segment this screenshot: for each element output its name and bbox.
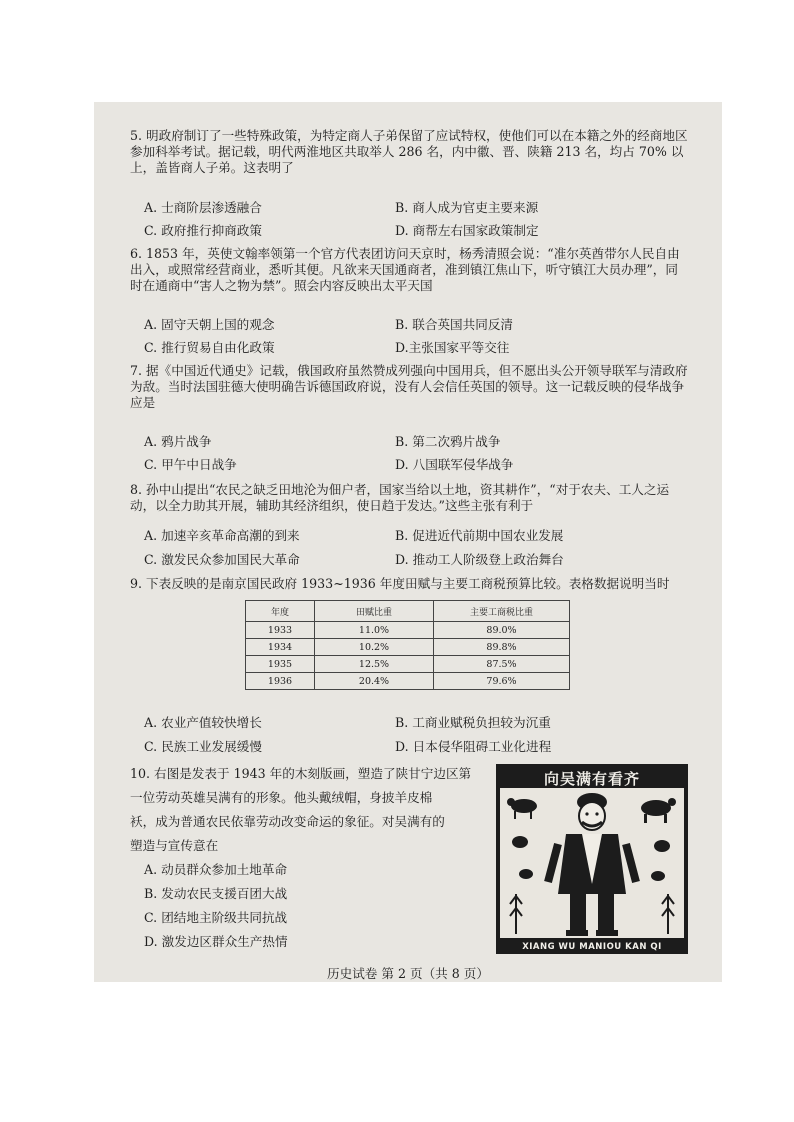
table-header-row [246, 601, 570, 622]
woodcut-print-image [496, 764, 688, 954]
table-cell: 20.4% [315, 673, 434, 690]
question-5-option-d: D. 商帮左右国家政策制定 [395, 223, 539, 238]
woodcut-caption: XIANG WU MANIOU KAN QI [522, 942, 662, 952]
question-8-option-d: D. 推动工人阶级登上政治舞台 [395, 552, 564, 567]
question-9-option-c: C. 民族工业发展缓慢 [144, 739, 262, 754]
table-cell: 1934 [246, 639, 315, 656]
question-5-stem: 5. 明政府制订了一些特殊政策，为特定商人子弟保留了应试特权，使他们可以在本籍之外的经商地区参加科举考试。据记载，明代两淮地区共取举人 286 名，内中徽、晋、陕籍 213 名，均占 70% 以上，盖皆商人子弟。这表明了 [130, 128, 688, 175]
question-10-option-b: B. 发动农民支援百团大战 [144, 886, 288, 901]
question-6-option-d: D.主张国家平等交往 [395, 340, 510, 355]
woodcut-title: 向吴满有看齐 [543, 770, 640, 788]
question-10-stem-line-3: 袄，成为普通农民依靠劳动改变命运的象征。对吴满有的 [130, 814, 445, 829]
question-9-option-b: B. 工商业赋税负担较为沉重 [395, 715, 551, 730]
table-cell: 89.8% [434, 639, 570, 656]
question-8-option-c: C. 激发民众参加国民大革命 [144, 552, 300, 567]
table-row [246, 639, 570, 656]
page-footer: 历史试卷 第 2 页（共 8 页） [327, 966, 489, 981]
question-9-stem: 9. 下表反映的是南京国民政府 1933~1936 年度田赋与主要工商税预算比较。表格数据说明当时 [130, 576, 670, 591]
question-7-option-c: C. 甲午中日战争 [144, 457, 237, 472]
question-7-option-b: B. 第二次鸦片战争 [395, 434, 501, 449]
question-9-option-a: A. 农业产值较快增长 [144, 715, 262, 730]
table-row [246, 673, 570, 690]
question-7-option-a: A. 鸦片战争 [144, 434, 212, 449]
column-header-commerce-tax: 主要工商税比重 [434, 601, 570, 622]
exam-page [94, 102, 722, 982]
question-5-option-c: C. 政府推行抑商政策 [144, 223, 262, 238]
question-10-stem-line-4: 塑造与宣传意在 [130, 838, 219, 853]
table-cell: 1933 [246, 622, 315, 639]
table-cell: 87.5% [434, 656, 570, 673]
column-header-year: 年度 [246, 601, 315, 622]
table-cell: 11.0% [315, 622, 434, 639]
question-10-stem-line-1: 10. 右图是发表于 1943 年的木刻版画，塑造了陕甘宁边区第 [130, 766, 472, 781]
table-cell: 12.5% [315, 656, 434, 673]
column-header-land-tax: 田赋比重 [315, 601, 434, 622]
question-10-option-a: A. 动员群众参加土地革命 [144, 862, 288, 877]
question-8-stem: 8. 孙中山提出“农民之缺乏田地沦为佃户者，国家当给以土地，资其耕作”，“对于农夫、工人之运动，以全力助其开展，辅助其经济组织，使日趋于发达。”这些主张有利于 [130, 482, 670, 513]
table-cell: 1936 [246, 673, 315, 690]
question-9-option-d: D. 日本侵华阻碍工业化进程 [395, 739, 552, 754]
question-5-option-a: A. 士商阶层渗透融合 [144, 200, 262, 215]
question-5-option-b: B. 商人成为官吏主要来源 [395, 200, 539, 215]
table-row [246, 656, 570, 673]
table-cell: 10.2% [315, 639, 434, 656]
question-10-stem-line-2: 一位劳动英雄吴满有的形象。他头戴绒帽，身披羊皮棉 [130, 790, 433, 805]
question-10-option-d: D. 激发边区群众生产热情 [144, 934, 288, 949]
question-8-option-b: B. 促进近代前期中国农业发展 [395, 528, 564, 543]
table-cell: 1935 [246, 656, 315, 673]
question-8-option-a: A. 加速辛亥革命高潮的到来 [144, 528, 300, 543]
tax-budget-table [245, 600, 570, 690]
question-7-stem: 7. 据《中国近代通史》记载，俄国政府虽然赞成列强向中国用兵，但不愿出头公开领导联军与清政府为敌。当时法国驻德大使明确告诉德国政府说，没有人会信任英国的领导。这一记载反映的侵华战争应是 [130, 363, 688, 410]
table-cell: 89.0% [434, 622, 570, 639]
table-row [246, 622, 570, 639]
woodcut-artwork [496, 764, 688, 954]
question-6-option-b: B. 联合英国共同反清 [395, 317, 514, 332]
question-6-option-a: A. 固守天朝上国的观念 [144, 317, 275, 332]
table-cell: 79.6% [434, 673, 570, 690]
question-10-option-c: C. 团结地主阶级共同抗战 [144, 910, 288, 925]
question-6-option-c: C. 推行贸易自由化政策 [144, 340, 275, 355]
question-7-option-d: D. 八国联军侵华战争 [395, 457, 514, 472]
question-6-stem: 6. 1853 年，英使文翰率领第一个官方代表团访问天京时，杨秀清照会说：“准尔英酋带尔人民自由出入，或照常经营商业，悉听其便。凡欲来天国通商者，准到镇江焦山下，听守镇江大员办理”，同时在通商中“害人之物为禁”。照会内容反映出太平天国 [130, 246, 680, 293]
